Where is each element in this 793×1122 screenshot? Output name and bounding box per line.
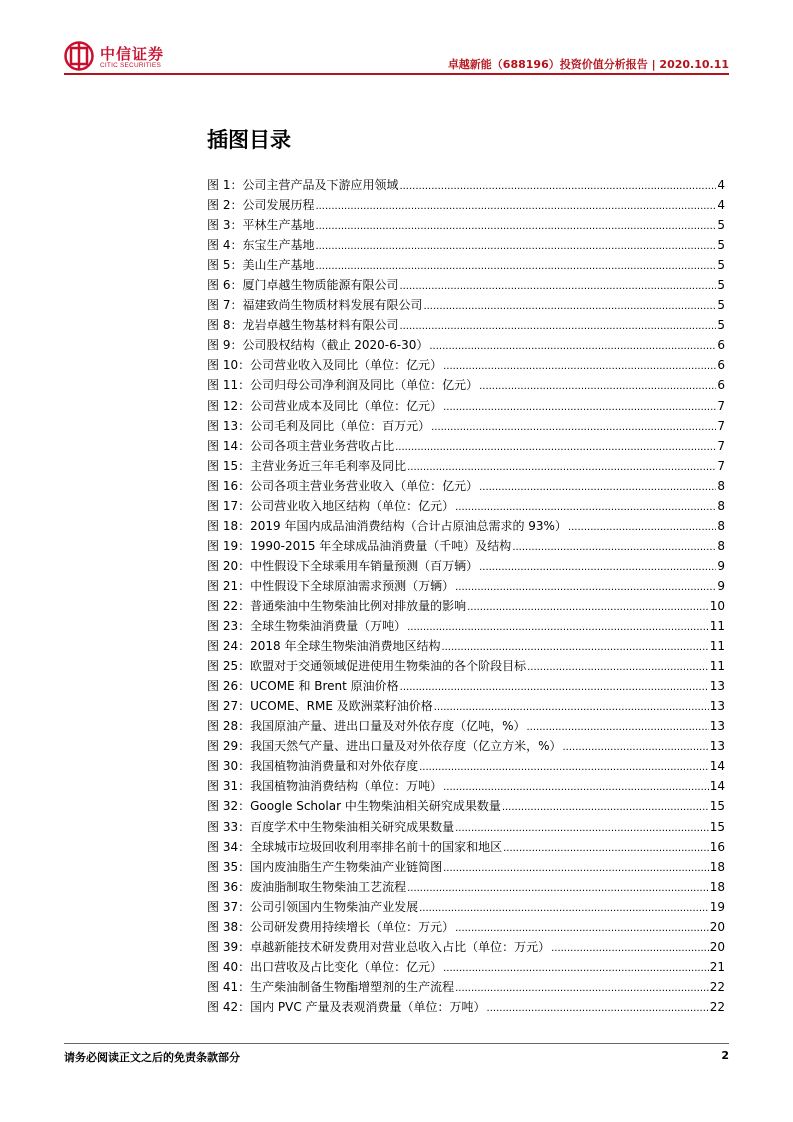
toc-entry-label: 图 25：欧盟对于交通领域促进使用生物柴油的各个阶段目标	[207, 659, 527, 674]
toc-entry-label: 图 20：中性假设下全球乘用车销量预测（百万辆）	[207, 558, 479, 573]
toc-entry-label: 图 7：福建致尚生物质材料发展有限公司	[207, 298, 423, 313]
toc-entry-label: 图 36：废油脂制取生物柴油工艺流程	[207, 879, 407, 894]
citic-logo	[64, 40, 184, 76]
toc-entry-page: 7	[717, 418, 725, 433]
toc-entry-label: 图 24：2018 年全球生物柴油消费地区结构	[207, 639, 441, 654]
toc-entry-label: 图 19：1990-2015 年全球成品油消费量（千吨）及结构	[207, 538, 512, 553]
toc-entry-page: 7	[717, 438, 725, 453]
toc-entry[interactable]	[207, 456, 725, 476]
toc-entry-label: 图 28：我国原油产量、进出口量及对外依存度（亿吨，%）	[207, 719, 526, 734]
toc-entry-page: 10	[709, 598, 725, 613]
toc-entry[interactable]	[207, 536, 725, 556]
toc-dot-leader	[479, 476, 716, 498]
toc-entry[interactable]	[207, 315, 725, 335]
toc-entry-label: 图 16：公司各项主营业务营业收入（单位：亿元）	[207, 478, 479, 493]
toc-dot-leader	[502, 796, 709, 818]
toc-dot-leader	[568, 516, 716, 538]
toc-dot-leader	[407, 456, 716, 478]
toc-entry-page: 13	[709, 739, 725, 754]
toc-entry[interactable]	[207, 716, 725, 736]
toc-entry-page: 5	[717, 298, 725, 313]
toc-dot-leader	[407, 616, 709, 638]
toc-dot-leader	[479, 375, 716, 397]
toc-dot-leader	[443, 776, 709, 798]
toc-entry-page: 6	[717, 338, 725, 353]
citic-emblem-icon	[64, 41, 94, 71]
toc-entry[interactable]	[207, 576, 725, 596]
toc-dot-leader	[527, 656, 709, 678]
toc-entry-page: 18	[709, 859, 725, 874]
toc-entry-page: 9	[717, 558, 725, 573]
toc-entry-page: 20	[709, 919, 725, 934]
toc-entry[interactable]	[207, 496, 725, 516]
toc-entry-label: 图 35：国内废油脂生产生物柴油产业链简图	[207, 859, 443, 874]
toc-entry[interactable]	[207, 295, 725, 315]
toc-entry-page: 11	[709, 639, 725, 654]
toc-entry-page: 5	[717, 218, 725, 233]
toc-entry-page: 21	[709, 959, 725, 974]
toc-dot-leader	[423, 295, 716, 317]
toc-entry-page: 22	[709, 999, 725, 1014]
toc-entry[interactable]	[207, 476, 725, 496]
page-number: 2	[721, 1049, 729, 1062]
toc-entry[interactable]	[207, 977, 725, 997]
toc-dot-leader	[443, 396, 716, 418]
toc-entry-page: 14	[709, 759, 725, 774]
toc-entry-page: 13	[709, 699, 725, 714]
toc-entry-label: 图 6：厦门卓越生物质能源有限公司	[207, 278, 399, 293]
toc-entry-label: 图 9：公司股权结构（截止 2020-6-30）	[207, 338, 429, 353]
toc-entry[interactable]	[207, 877, 725, 897]
toc-entry-page: 11	[709, 659, 725, 674]
footer-disclaimer: 请务必阅读正文之后的免责条款部分	[64, 1051, 240, 1064]
toc-entry-label: 图 30：我国植物油消费量和对外依存度	[207, 759, 419, 774]
toc-dot-leader	[441, 636, 708, 658]
toc-entry-label: 图 22：普通柴油中生物柴油比例对排放量的影响	[207, 598, 467, 613]
toc-entry-page: 13	[709, 719, 725, 734]
toc-entry-page: 5	[717, 278, 725, 293]
toc-dot-leader	[467, 596, 709, 618]
toc-entry[interactable]	[207, 175, 725, 195]
toc-entry[interactable]	[207, 736, 725, 756]
toc-dot-leader	[479, 556, 716, 578]
toc-entry-label: 图 8：龙岩卓越生物基材料有限公司	[207, 318, 399, 333]
toc-dot-leader	[419, 897, 709, 919]
toc-entry[interactable]	[207, 696, 725, 716]
toc-dot-leader	[443, 957, 709, 979]
toc-entry[interactable]	[207, 416, 725, 436]
toc-entry-page: 7	[717, 458, 725, 473]
toc-dot-leader	[400, 676, 709, 698]
toc-dot-leader	[443, 857, 709, 879]
toc-dot-leader	[512, 536, 716, 558]
toc-entry-label: 图 17：公司营业收入地区结构（单位：亿元）	[207, 498, 455, 513]
toc-entry-label: 图 13：公司毛利及同比（单位：百万元）	[207, 418, 431, 433]
toc-entry-label: 图 26：UCOME 和 Brent 原油价格	[207, 679, 399, 694]
toc-entry-label: 图 31：我国植物油消费结构（单位：万吨）	[207, 779, 443, 794]
toc-dot-leader	[527, 716, 709, 738]
toc-entry-page: 20	[709, 939, 725, 954]
toc-dot-leader	[455, 496, 716, 518]
toc-entry-page: 5	[717, 318, 725, 333]
toc-entry-page: 5	[717, 258, 725, 273]
toc-entry-page: 19	[709, 899, 725, 914]
toc-dot-leader	[455, 817, 709, 839]
footer-divider	[64, 1043, 729, 1044]
toc-dot-leader	[395, 436, 716, 458]
toc-entry-page: 8	[717, 478, 725, 493]
toc-entry[interactable]	[207, 375, 725, 395]
toc-entry-label: 图 38：公司研发费用持续增长（单位：万元）	[207, 919, 455, 934]
toc-entry[interactable]	[207, 857, 725, 877]
toc-dot-leader	[487, 997, 709, 1019]
toc-entry-label: 图 41：生产柴油制备生物酯增塑剂的生产流程	[207, 979, 455, 994]
toc-entry[interactable]	[207, 957, 725, 977]
toc-entry-label: 图 23：全球生物柴油消费量（万吨）	[207, 619, 407, 634]
report-title: 卓越新能（688196）投资价值分析报告 | 2020.10.11	[447, 58, 729, 71]
toc-entry[interactable]	[207, 897, 725, 917]
toc-dot-leader	[443, 355, 716, 377]
header-divider	[64, 73, 729, 75]
toc-entry[interactable]	[207, 997, 725, 1017]
toc-entry[interactable]	[207, 556, 725, 576]
toc-entry-label: 图 27：UCOME、RME 及欧洲菜籽油价格	[207, 699, 433, 714]
toc-entry-label: 图 29：我国天然气产量、进出口量及对外依存度（亿立方米，%）	[207, 739, 562, 754]
toc-entry[interactable]	[207, 436, 725, 456]
toc-dot-leader	[429, 335, 716, 357]
toc-entry-label: 图 10：公司营业收入及同比（单位：亿元）	[207, 358, 443, 373]
toc-dot-leader	[455, 576, 716, 598]
toc-entry[interactable]	[207, 616, 725, 636]
toc-entry-label: 图 2：公司发展历程	[207, 198, 315, 213]
toc-entry-label: 图 15：主营业务近三年毛利率及同比	[207, 458, 407, 473]
logo-english-text: CITIC SECURITIES	[100, 62, 161, 69]
toc-entry-label: 图 33：百度学术中生物柴油相关研究成果数量	[207, 819, 455, 834]
logo-chinese-text: 中信证券	[100, 45, 165, 63]
toc-dot-leader	[407, 877, 709, 899]
toc-entry-page: 4	[717, 178, 725, 192]
toc-entry[interactable]	[207, 776, 725, 796]
toc-entry[interactable]	[207, 837, 725, 857]
toc-entry-label: 图 11：公司归母公司净利润及同比（单位：亿元）	[207, 378, 479, 393]
toc-entry-label: 图 14：公司各项主营业务营收占比	[207, 438, 395, 453]
toc-entry-page: 7	[717, 398, 725, 413]
toc-dot-leader	[399, 175, 716, 197]
toc-entry[interactable]	[207, 596, 725, 616]
toc-entry[interactable]	[207, 355, 725, 375]
toc-entry[interactable]	[207, 195, 725, 215]
toc-entry-page: 8	[717, 498, 725, 513]
toc-entry-page: 6	[717, 378, 725, 393]
toc-entry-page: 14	[709, 779, 725, 794]
toc-dot-leader	[455, 977, 709, 999]
toc-dot-leader	[315, 235, 716, 257]
toc-entry[interactable]	[207, 756, 725, 776]
toc-dot-leader	[315, 215, 716, 237]
toc-entry-page: 22	[709, 979, 725, 994]
toc-entry-label: 图 37：公司引领国内生物柴油产业发展	[207, 899, 419, 914]
toc-entry[interactable]	[207, 255, 725, 275]
toc-entry-page: 8	[717, 518, 725, 533]
toc-entry-page: 9	[717, 578, 725, 593]
toc-entry[interactable]	[207, 676, 725, 696]
toc-entry-page: 8	[717, 538, 725, 553]
toc-dot-leader	[431, 416, 716, 438]
figure-toc-list	[207, 175, 725, 1017]
toc-entry-label: 图 12：公司营业成本及同比（单位：亿元）	[207, 398, 443, 413]
toc-entry-page: 5	[717, 238, 725, 253]
toc-entry[interactable]	[207, 817, 725, 837]
toc-entry-label: 图 4：东宝生产基地	[207, 238, 315, 253]
toc-dot-leader	[315, 195, 716, 217]
toc-entry-label: 图 18：2019 年国内成品油消费结构（合计占原油总需求的 93%）	[207, 518, 567, 533]
toc-entry-page: 13	[709, 679, 725, 694]
toc-entry[interactable]	[207, 636, 725, 656]
toc-entry[interactable]	[207, 516, 725, 536]
toc-entry-label: 图 34：全球城市垃圾回收利用率排名前十的国家和地区	[207, 839, 503, 854]
toc-entry[interactable]	[207, 396, 725, 416]
page-title: 插图目录	[207, 128, 291, 152]
toc-entry-page: 15	[709, 799, 725, 814]
toc-entry[interactable]	[207, 215, 725, 235]
toc-entry-label: 图 39：卓越新能技术研发费用对营业总收入占比（单位：万元）	[207, 939, 551, 954]
toc-entry[interactable]	[207, 335, 725, 355]
toc-entry-page: 6	[717, 358, 725, 373]
toc-entry-label: 图 5：美山生产基地	[207, 258, 315, 273]
toc-dot-leader	[315, 255, 716, 277]
toc-dot-leader	[419, 756, 709, 778]
toc-entry[interactable]	[207, 796, 725, 816]
toc-entry-label: 图 40：出口营收及占比变化（单位：亿元）	[207, 959, 443, 974]
toc-entry-label: 图 42：国内 PVC 产量及表观消费量（单位：万吨）	[207, 999, 486, 1014]
toc-entry[interactable]	[207, 656, 725, 676]
toc-entry[interactable]	[207, 937, 725, 957]
toc-entry-label: 图 3：平林生产基地	[207, 218, 315, 233]
toc-dot-leader	[399, 315, 716, 337]
toc-entry[interactable]	[207, 235, 725, 255]
toc-dot-leader	[434, 696, 709, 718]
toc-entry-page: 11	[709, 619, 725, 634]
toc-dot-leader	[455, 917, 709, 939]
toc-entry-page: 15	[709, 819, 725, 834]
toc-entry[interactable]	[207, 275, 725, 295]
toc-dot-leader	[551, 937, 709, 959]
toc-dot-leader	[503, 837, 709, 859]
toc-dot-leader	[399, 275, 716, 297]
toc-entry-page: 16	[709, 839, 725, 854]
toc-entry[interactable]	[207, 917, 725, 937]
toc-entry-page: 4	[717, 198, 725, 213]
toc-entry-label: 图 21：中性假设下全球原油需求预测（万辆）	[207, 578, 455, 593]
toc-entry-label: 图 32：Google Scholar 中生物柴油相关研究成果数量	[207, 799, 501, 814]
toc-dot-leader	[563, 736, 709, 758]
toc-entry-page: 18	[709, 879, 725, 894]
toc-entry-label: 图 1：公司主营产品及下游应用领域	[207, 178, 399, 192]
